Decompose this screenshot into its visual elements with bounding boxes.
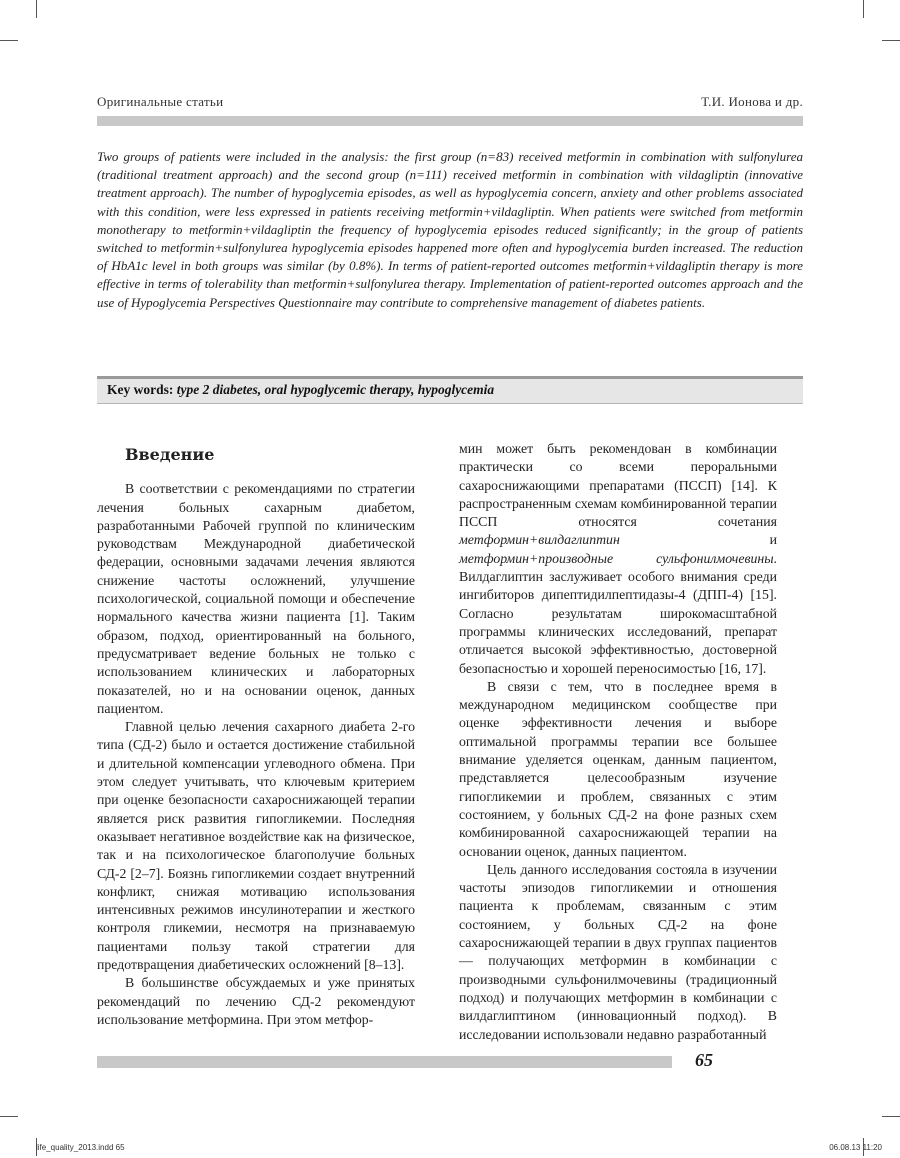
paragraph: В большинстве обсуждаемых и уже принятых рекомендаций по лечению СД-2 рекомендуют использование метформина. При этом метфор-	[97, 975, 415, 1027]
abstract-text: Two groups of patients were included in the analysis: the first group (n=83) received metformin in combination with sulfonylurea (traditional treatment approach) and the second group (n=111) received metformin in combination with vildagliptin (innovative treatment approach). The number of hypoglycemia episodes, as well as hypoglycemia concern, anxiety and other problems associated with this condition, were less expressed in patients receiving metformin+vildagliptin. When patients were switched from metformin monotherapy to metformin+vildagliptin the frequency of hypoglycemia episodes reduced significantly; in the group of patients switched to metformin+sulfonylurea hypoglycemia episodes happened more often and hypoglycemia burden increased. The reduction of HbA1c level in both groups was similar (by 0.8%). In terms of patient-reported outcomes metformin+vildagliptin therapy is more effective in terms of tolerability than metformin+sulfonylurea therapy. Implementation of patient-reported outcomes approach and the use of Hypoglycemia Perspectives Questionnaire may contribute to comprehensive management of diabetes patients.	[97, 149, 803, 310]
crop-mark	[0, 40, 18, 41]
paragraph: Цель данного исследования состояла в изучении частоты эпизодов гипогликемии и отношения пациента к проблемам, связанным с этим состоянием, у больных СД-2 на фоне сахароснижающей терапии в двух группах пациентов — получающих метформин в комбинации с производными сульфонилмочевины (традиционный подход) и получающих метформин в комбинации с вилдаглиптином (инновационный подход). В исследовании использовали недавно разработанный	[459, 861, 777, 1042]
paragraph: В связи с тем, что в последнее время в международном медицинском сообществе при оценке эффективности лечения и выборе оптимальной программы терапии все большее внимание уделяется оценкам, данным пациентом, представляется целесообразным изучение гипогликемии и проблем, связанных с этим состоянием, у больных СД-2 на фоне разных схем комбинированной сахароснижающей терапии на основании оценок, данных пациентом.	[459, 678, 777, 859]
text-column-right	[459, 440, 777, 1044]
crop-mark	[0, 1116, 18, 1117]
paragraph-continued	[459, 440, 777, 678]
running-header-section: Оригинальные статьи	[97, 94, 224, 109]
crop-mark	[36, 0, 37, 18]
footer-rule	[97, 1056, 672, 1068]
header-rule	[97, 116, 803, 126]
crop-mark	[882, 1116, 900, 1117]
keywords-box	[97, 379, 803, 404]
drug-combination: метформин+вилдаглиптин	[459, 532, 620, 548]
keywords-line	[107, 382, 494, 398]
crop-mark	[863, 0, 864, 18]
text-run: и	[619, 532, 777, 548]
drug-combination: метформин+производные сульфонилмочевины	[459, 550, 774, 566]
keywords-terms: type 2 diabetes, oral hypoglycemic therapy, hypoglycemia	[176, 382, 495, 397]
text-run: мин может быть рекомендован в комбинации практически со всеми пероральными сахароснижающими препаратами (ПССП) [14]. К распространенным схемам комбинированной терапии ПССП относятся сочетания	[459, 441, 777, 530]
crop-mark	[882, 40, 900, 41]
keywords-label: Key words:	[107, 382, 177, 397]
paragraph: Главной целью лечения сахарного диабета 2-го типа (СД-2) было и остается достижение стабильной и длительной компенсации углеводного обмена. При этом следует учитывать, что ключевым критерием при оценке безопасности сахароснижающей терапии является риск развития гипогликемии. Последняя оказывает негативное воздействие как на физическое, так и на психологическое благополучие больных СД-2 [2–7]. Боязнь гипогликемии создает внутренний конфликт, снижая мотивацию использования интенсивных режимов инсулинотерапии и жесткого контроля гликемии, несмотря на признаваемую пациентами пользу такой стратегии для предотвращения диабетических осложнений [8–13].	[97, 719, 415, 973]
page-number: 65	[695, 1050, 713, 1070]
text-column-left	[97, 440, 415, 1029]
print-slug-file: life_quality_2013.indd 65	[36, 1143, 125, 1152]
section-heading: Введение	[125, 445, 215, 464]
paragraph: В соответствии с рекомендациями по стратегии лечения больных сахарным диабетом, разработанными Рабочей группой по клиническим руководствам Международной диабетической федерации, основными задачами лечения являются снижение частоты осложнений, улучшение психологической, социальной помощи и обеспечение нормального качества жизни пациента [1]. Таким образом, подход, ориентированный на больного, предусматривает ведение больных не только с использованием клинических и лабораторных показателей, но и на основании оценок, данных пациентом.	[97, 481, 415, 716]
print-slug-date: 06.08.13 11:20	[829, 1143, 882, 1152]
running-header-authors: Т.И. Ионова и др.	[701, 94, 803, 109]
text-run: . Вилдаглиптин заслуживает особого внимания среди ингибиторов дипептидилпептидазы-4 (ДПП-4) [15]. Согласно результатам широкомасштабной программы клинических исследований, препарат отличается высокой эффективностью, достоверной безопасностью и хорошей переносимостью [16, 17].	[459, 550, 777, 676]
